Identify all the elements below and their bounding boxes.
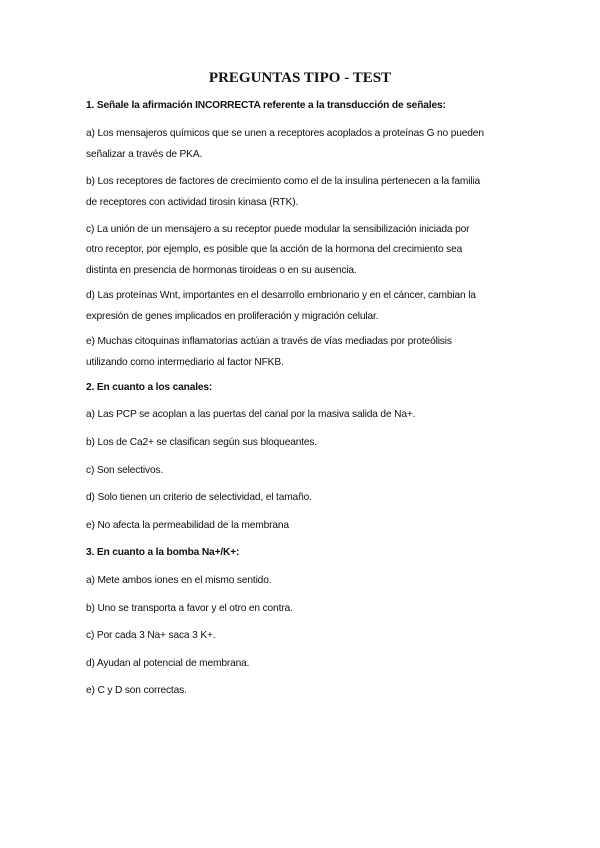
- q2-option-c: c) Son selectivos.: [86, 465, 164, 476]
- q1-option-d-cont: expresión de genes implicados en proliferación y migración celular.: [86, 311, 379, 322]
- q1-option-b-cont: de receptores con actividad tirosin kinasa (RTK).: [86, 197, 299, 208]
- q3-option-b: b) Uno se transporta a favor y el otro en contra.: [86, 603, 293, 614]
- q1-option-e: e) Muchas citoquinas inflamatorias actúan a través de vías mediadas por proteólisis: [86, 336, 452, 347]
- q2-option-a: a) Las PCP se acoplan a las puertas del canal por la masiva salida de Na+.: [86, 409, 416, 420]
- q1-option-e-cont: utilizando como intermediario al factor NFKB.: [86, 357, 284, 368]
- q1-option-c-cont2: distinta en presencia de hormonas tiroideas o en su ausencia.: [86, 265, 357, 276]
- q1-option-a-cont: señalizar a través de PKA.: [86, 149, 203, 160]
- q2-option-b: b) Los de Ca2+ se clasifican según sus bloqueantes.: [86, 437, 318, 448]
- question-2: 2. En cuanto a los canales:: [86, 382, 213, 393]
- q3-option-a: a) Mete ambos iones en el mismo sentido.: [86, 575, 272, 586]
- q3-option-c: c) Por cada 3 Na+ saca 3 K+.: [86, 630, 216, 641]
- q3-option-d: d) Ayudan al potencial de membrana.: [86, 658, 250, 669]
- q2-option-e: e) No afecta la permeabilidad de la membrana: [86, 520, 289, 531]
- q1-option-d: d) Las proteínas Wnt, importantes en el desarrollo embrionario y en el cáncer, cambian la: [86, 290, 476, 301]
- question-3: 3. En cuanto a la bomba Na+/K+:: [86, 547, 240, 558]
- q2-option-d: d) Solo tienen un criterio de selectividad, el tamaño.: [86, 492, 312, 503]
- q1-option-c: c) La unión de un mensajero a su receptor puede modular la sensibilización iniciada por: [86, 224, 470, 235]
- q1-option-c-cont: otro receptor, por ejemplo, es posible que la acción de la hormona del crecimiento sea: [86, 244, 463, 255]
- page-title: PREGUNTAS TIPO - TEST: [208, 70, 392, 86]
- q1-option-a: a) Los mensajeros químicos que se unen a receptores acoplados a proteínas G no pueden: [86, 128, 484, 139]
- question-1: 1. Señale la afirmación INCORRECTA referente a la transducción de señales:: [86, 100, 446, 111]
- q3-option-e: e) C y D son correctas.: [86, 685, 187, 696]
- q1-option-b: b) Los receptores de factores de crecimiento como el de la insulina pertenecen a la familia: [86, 176, 481, 187]
